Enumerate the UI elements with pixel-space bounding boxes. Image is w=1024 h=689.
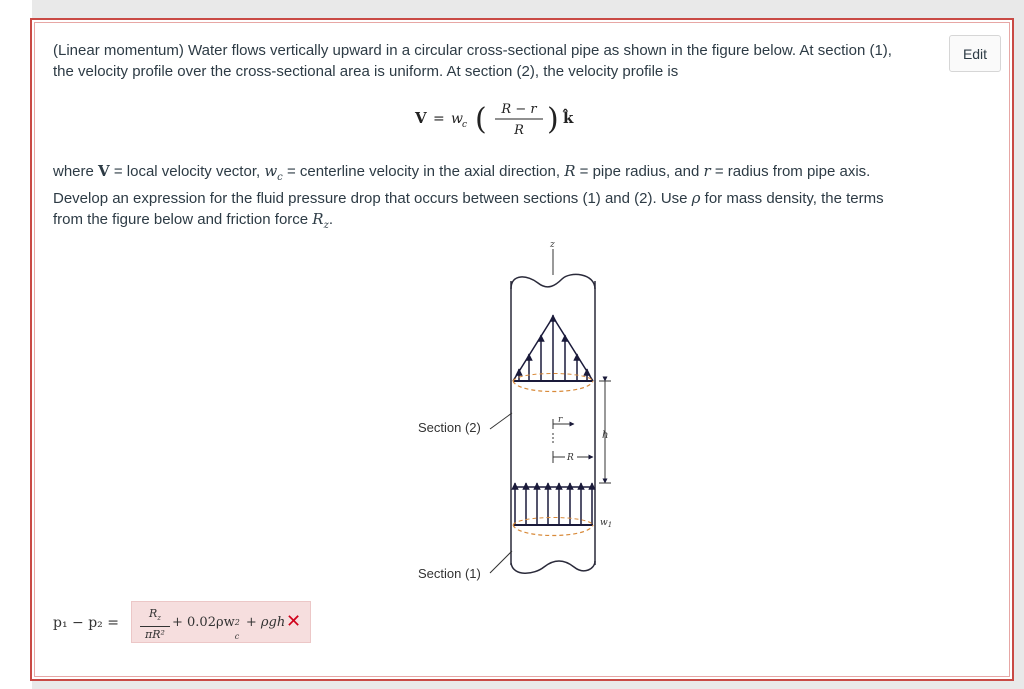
- answer-frac-num: $R_z$: [140, 606, 170, 627]
- eq-unit-vector: k̂: [563, 109, 574, 127]
- answer-frac-den: πR²: [145, 628, 165, 642]
- eq-denominator: R: [514, 123, 524, 138]
- R-label: R: [567, 453, 574, 463]
- w1-label: $w_1$: [600, 518, 613, 529]
- h-label: h: [602, 430, 609, 441]
- where-part-3: = centerline velocity in the axial direction,: [282, 163, 565, 180]
- section1-leader: [490, 551, 512, 573]
- where-rho-symbol: ρ: [691, 189, 701, 207]
- pipe-figure: [378, 233, 618, 581]
- pipe-bottom-cut: [511, 561, 595, 573]
- velocity-equation: [411, 89, 631, 149]
- question-where: [53, 161, 913, 236]
- section1-label: Section (1): [418, 566, 481, 581]
- r-label: r: [558, 415, 563, 425]
- question-card: [30, 18, 1014, 681]
- eq-coef-sub: c: [462, 120, 468, 130]
- where-r-symbol: r: [703, 162, 711, 180]
- eq-equals: =: [433, 111, 445, 127]
- where-part-6: for mass density, the terms from the figure below and friction force: [53, 190, 884, 228]
- edit-button[interactable]: Edit: [949, 35, 1001, 72]
- where-Rz-symbol: R: [312, 210, 324, 228]
- where-wc-symbol: w: [264, 162, 278, 180]
- eq-coef: w: [451, 111, 463, 127]
- pipe-top-cut: [511, 274, 595, 289]
- question-card-inner: [34, 22, 1010, 677]
- where-velocity-symbol: V: [98, 162, 110, 180]
- where-Rz-sub: z: [323, 220, 329, 231]
- answer-lhs: p₁ − p₂ =: [53, 615, 119, 631]
- section2-profile: [513, 315, 593, 392]
- where-part-2: = local velocity vector,: [109, 163, 265, 180]
- eq-lhs: V: [415, 109, 427, 127]
- eq-paren-right: ): [547, 102, 559, 137]
- z-axis-label: z: [550, 240, 555, 250]
- incorrect-x-icon: ✕: [286, 611, 302, 632]
- question-intro: (Linear momentum) Water flows vertically upward in a circular cross-sectional pipe as shown in the figure below. At section (1), the velocity profile over the cross-sectional area is uniform. At section (2), the velocity profile is: [53, 42, 892, 80]
- section2-leader: [490, 413, 512, 429]
- answer-input[interactable]: [131, 601, 311, 643]
- where-part-4: = pipe radius, and: [575, 163, 704, 180]
- section1-profile: [513, 483, 593, 536]
- where-R-symbol: R: [564, 162, 576, 180]
- where-wc-sub: c: [277, 172, 283, 183]
- where-part-7: .: [328, 211, 334, 228]
- answer-rest: + 0.02ρw 2 c + ρgh: [172, 615, 286, 641]
- where-part-5: = radius from pipe axis. Develop an expression for the fluid pressure drop that occurs between sections (1) and (2). Use: [53, 163, 871, 207]
- where-part-1: where: [53, 163, 99, 180]
- answer-fraction: [140, 606, 170, 642]
- eq-paren-left: (: [475, 102, 487, 137]
- eq-numerator: R − r: [501, 102, 537, 117]
- left-margin: [0, 0, 32, 689]
- section2-label: Section (2): [418, 420, 481, 435]
- answer-row: [53, 601, 353, 645]
